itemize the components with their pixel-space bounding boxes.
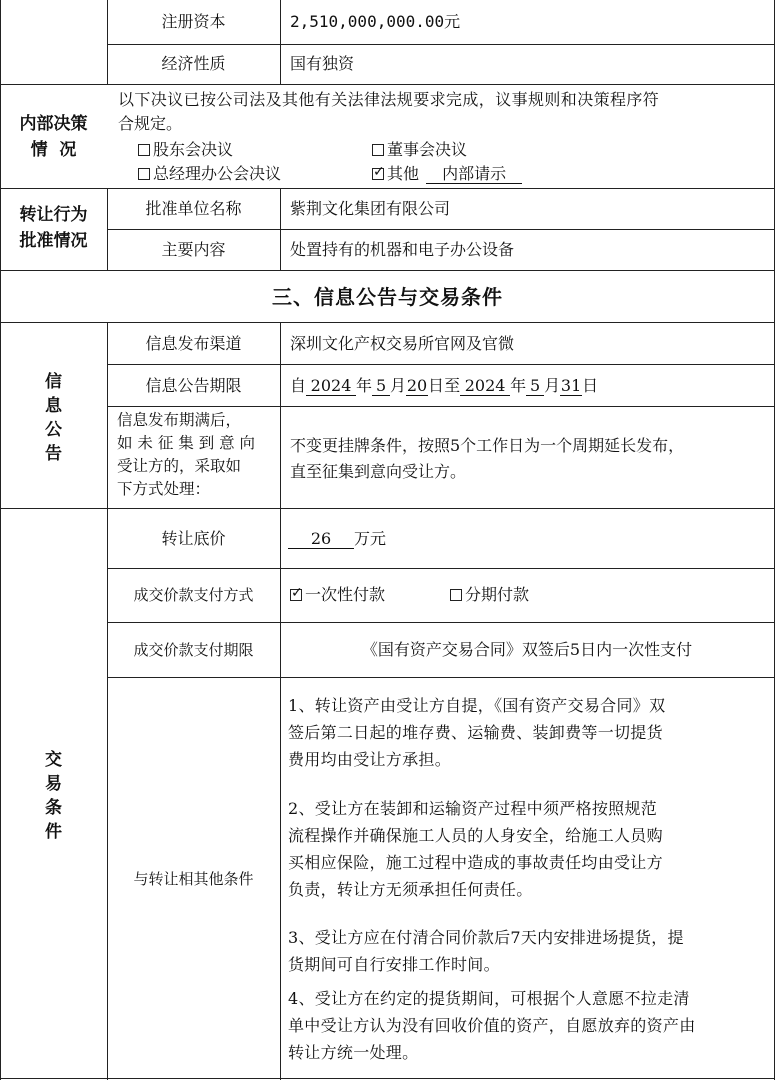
expiry-value: 不变更挂牌条件，按照5个工作日为一个周期延长发布， 直至征集到意向受让方。	[290, 436, 685, 481]
economic-nature-value: 国有独资	[290, 54, 355, 73]
period-label: 信息公告期限	[145, 376, 242, 395]
registered-capital-value: 2,510,000,000.00元	[290, 12, 461, 31]
payment-option-installments[interactable]: 分期付款	[450, 585, 529, 605]
option-other[interactable]: ✓ 其他 内部请示	[372, 164, 522, 184]
approval-label-line1: 转让行为	[19, 205, 88, 225]
approval-content-label: 主要内容	[161, 240, 226, 259]
option-shareholders-resolution[interactable]: 股东会决议	[138, 140, 233, 160]
checkbox-icon[interactable]	[138, 168, 150, 180]
internal-decision-label-line2: 情 况	[30, 140, 77, 160]
checked-checkbox-icon[interactable]	[372, 168, 384, 180]
payment-method-label: 成交价款支付方式	[133, 586, 254, 604]
internal-decision-label-line1: 内部决策	[19, 114, 88, 134]
other-conditions-label: 与转让相其他条件	[133, 870, 254, 888]
payment-option-lump-sum[interactable]: ✓ 一次性付款	[290, 585, 385, 605]
base-price-label: 转让底价	[161, 529, 226, 548]
approval-content-value: 处置持有的机器和电子办公设备	[290, 240, 515, 259]
internal-decision-text-line1: 以下决议已按公司法及其他有关法律法规要求完成，议事规则和决策程序符	[118, 90, 660, 109]
approval-label-line2: 批准情况	[19, 231, 88, 251]
condition-1: 1、转让资产由受让方自提，《国有资产交易合同》双 签后第二日起的堆存费、运输费、装卸费等一切提货 费用均由受让方承担。	[288, 696, 666, 769]
internal-decision-text-line2: 合规定。	[118, 114, 183, 133]
announcement-group-label: 信 息 公 告	[45, 372, 62, 464]
base-price-value: 26 万元	[288, 529, 386, 549]
condition-4: 4、受让方在约定的提货期间，可根据个人意愿不拉走清 单中受让方认为没有回收价值的资产，自愿放弃的资产由 转让方统一处理。	[288, 989, 696, 1062]
approval-unit-value: 紫荆文化集团有限公司	[290, 199, 451, 218]
channel-label: 信息发布渠道	[145, 334, 242, 353]
expiry-label: 信息发布期满后， 如 未 征 集 到 意 向 受让方的，采取如 下方式处理：	[117, 411, 256, 498]
checkbox-icon[interactable]	[138, 144, 150, 156]
option-board-resolution[interactable]: 董事会决议	[372, 140, 467, 160]
payment-deadline-label: 成交价款支付期限	[133, 641, 254, 659]
period-value: 自 2024 年 5 月20日至 2024 年 5 月31日	[290, 376, 599, 395]
trade-group-label: 交 易 条 件	[45, 750, 62, 842]
approval-unit-label: 批准单位名称	[145, 199, 242, 218]
condition-3: 3、受让方应在付清合同价款后7天内安排进场提货，提 货期间可自行安排工作时间。	[288, 928, 684, 974]
economic-nature-label: 经济性质	[161, 54, 226, 73]
checked-checkbox-icon[interactable]	[290, 589, 302, 601]
registered-capital-label: 注册资本	[161, 12, 226, 31]
channel-value: 深圳文化产权交易所官网及官微	[290, 334, 515, 353]
section-title: 三、信息公告与交易条件	[272, 285, 503, 309]
other-value: 内部请示	[426, 165, 522, 184]
payment-deadline-value: 《国有资产交易合同》双签后5日内一次性支付	[361, 640, 693, 659]
condition-2: 2、受让方在装卸和运输资产过程中须严格按照规范 流程操作并确保施工人员的人身安全，给施工人员购 买相应保险，施工过程中造成的事故责任均由受让方 负责，转让方无须承担任何责任。	[288, 799, 663, 899]
option-general-manager-resolution[interactable]: 总经理办公会决议	[138, 164, 281, 184]
checkbox-icon[interactable]	[450, 589, 462, 601]
checkbox-icon[interactable]	[372, 144, 384, 156]
